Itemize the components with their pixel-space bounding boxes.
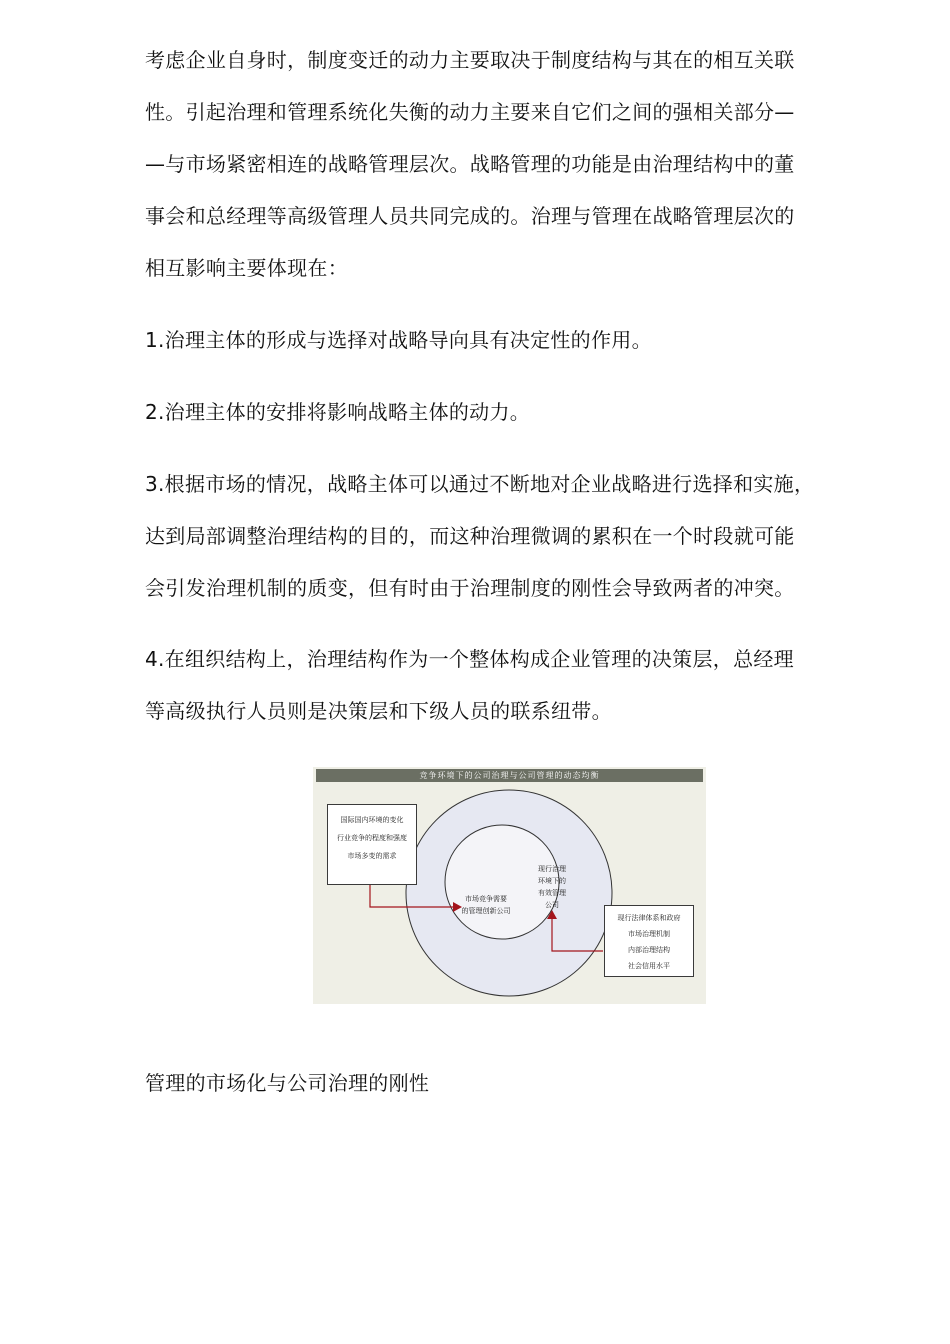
- governance-factors-box: [604, 905, 694, 977]
- paragraph-item-4: [145, 633, 880, 737]
- text-line: 4.在组织结构上，治理结构作为一个整体构成企业管理的决策层，总经理: [145, 647, 794, 671]
- label-line: 公司: [545, 901, 559, 909]
- text-line: 达到局部调整治理结构的目的，而这种治理微调的累积在一个时段就可能: [145, 524, 795, 548]
- label-line: 环境下的: [538, 877, 566, 885]
- box-line: 内部治理结构: [628, 946, 670, 954]
- diagram-title: 竞争环境下的公司治理与公司管理的动态均衡: [316, 769, 703, 782]
- label-line: 市场竞争需要: [465, 895, 507, 903]
- inner-circle-label: [453, 893, 519, 917]
- text-line: 2.治理主体的安排将影响战略主体的动力。: [145, 400, 531, 424]
- section-heading: 管理的市场化与公司治理的刚性: [145, 1071, 430, 1095]
- external-factors-box: [327, 804, 417, 885]
- text-line: —与市场紧密相连的战略管理层次。战略管理的功能是由治理结构中的董: [145, 152, 795, 176]
- text-line: 会引发治理机制的质变，但有时由于治理制度的刚性会导致两者的冲突。: [145, 576, 795, 600]
- box-line: 社会信用水平: [628, 962, 670, 970]
- governance-diagram: [313, 767, 706, 1004]
- label-line: 有效管理: [538, 889, 566, 897]
- text-line: 等高级执行人员则是决策层和下级人员的联系纽带。: [145, 699, 612, 723]
- box-line: 行业竞争的程度和强度: [337, 834, 407, 842]
- paragraph-intro: [145, 34, 880, 294]
- paragraph-item-3: [145, 458, 880, 614]
- label-line: 现行治理: [538, 865, 566, 873]
- box-line: 国际国内环境的变化: [340, 816, 404, 824]
- text-line: 性。引起治理和管理系统化失衡的动力主要来自它们之间的强相关部分—: [145, 100, 795, 124]
- box-line: 市场治理机制: [628, 930, 670, 938]
- text-line: 1.治理主体的形成与选择对战略导向具有决定性的作用。: [145, 328, 652, 352]
- box-line: 市场多变的需求: [347, 852, 397, 860]
- outer-circle-label: [529, 863, 575, 911]
- text-line: 事会和总经理等高级管理人员共同完成的。治理与管理在战略管理层次的: [145, 204, 795, 228]
- paragraph-item-1: [145, 314, 880, 366]
- box-line: 现行法律体系和政府: [617, 914, 681, 922]
- text-line: 相互影响主要体现在：: [145, 256, 348, 280]
- text-line: 考虑企业自身时，制度变迁的动力主要取决于制度结构与其在的相互关联: [145, 48, 795, 72]
- label-line: 的管理创新公司: [461, 907, 511, 915]
- paragraph-item-2: [145, 386, 880, 438]
- text-line: 3.根据市场的情况，战略主体可以通过不断地对企业战略进行选择和实施，: [145, 472, 815, 496]
